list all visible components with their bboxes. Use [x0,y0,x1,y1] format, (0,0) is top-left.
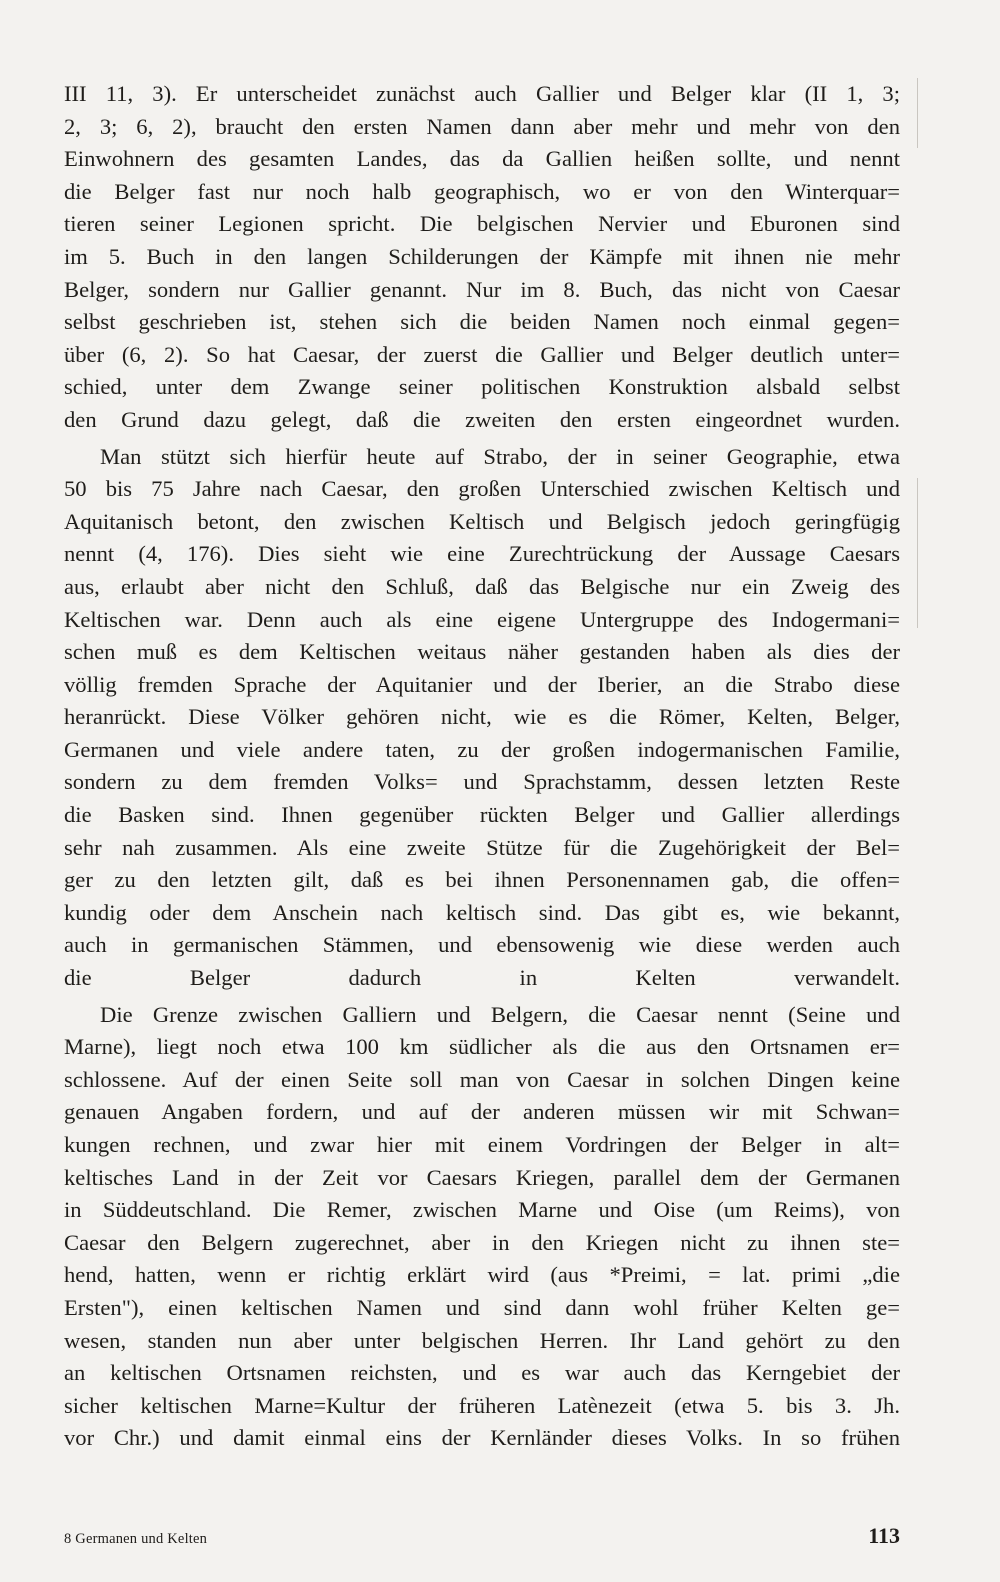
text-line: kungen rechnen, und zwar hier mit einem Vordringen der Belger in alt= [64,1132,900,1157]
text-line: Man stützt sich hierfür heute auf Strabo, der in seiner Geographie, etwa [100,443,900,469]
body-text [64,78,900,1455]
text-line: nennt (4, 176). Dies sieht wie eine Zurechtrückung der Aussage Caesars [64,541,900,567]
text-line: 50 bis 75 Jahre nach Caesar, den großen Unterschied zwischen Keltisch und [64,476,900,502]
signature-mark: 8 Germanen und Kelten [64,1531,208,1547]
text-line: auch in germanischen Stämmen, und ebensowenig wie diese werden auch [64,932,900,958]
text-line: die Basken sind. Ihnen gegenüber rückten Belger und Gallier allerdings [64,802,900,828]
page-edge-shadow [917,78,918,148]
text-line: heranrückt. Diese Völker gehören nicht, wie es die Römer, Kelten, Belger, [64,704,900,730]
text-line: aus, erlaubt aber nicht den Schluß, daß das Belgische nur ein Zweig des [64,573,900,599]
text-line: Die Grenze zwischen Galliern und Belgern, die Caesar nennt (Seine und [100,1001,900,1027]
text-line: an keltischen Ortsnamen reichsten, und es war auch das Kerngebiet der [64,1360,900,1386]
page-footer [64,1523,900,1553]
text-line: Keltischen war. Denn auch als eine eigene Untergruppe des Indogermani= [64,606,900,632]
text-line: Germanen und viele andere taten, zu der großen indogermanischen Familie, [64,736,900,762]
text-line: ger zu den letzten gilt, daß es bei ihnen Personennamen gab, die offen= [64,867,900,893]
text-line: III 11, 3). Er unterscheidet zunächst auch Gallier und Belger klar (II 1, 3; [64,81,900,106]
page-number: 113 [868,1523,900,1548]
text-line: selbst geschrieben ist, stehen sich die beiden Namen noch einmal gegen= [64,309,900,335]
text-line: sehr nah zusammen. Als eine zweite Stütze für die Zugehörigkeit der Bel= [64,834,900,860]
text-line: in Süddeutschland. Die Remer, zwischen Marne und Oise (um Reims), von [64,1197,900,1223]
text-line: sondern zu dem fremden Volks= und Sprachstamm, dessen letzten Reste [64,769,900,795]
paragraph [64,441,900,995]
text-line: über (6, 2). So hat Caesar, der zuerst die Gallier und Belger deutlich unter= [64,341,900,367]
text-line: sicher keltischen Marne=Kultur der früheren Latènezeit (etwa 5. bis 3. Jh. [64,1392,900,1418]
text-line: genauen Angaben fordern, und auf der anderen müssen wir mit Schwan= [64,1099,900,1125]
text-line: vor Chr.) und damit einmal eins der Kernländer dieses Volks. In so frühen [64,1425,900,1451]
text-line: Ersten"), einen keltischen Namen und sind dann wohl früher Kelten ge= [64,1294,900,1320]
text-line: Aquitanisch betont, den zwischen Keltisch und Belgisch jedoch geringfügig [64,508,900,534]
text-line: schlossene. Auf der einen Seite soll man von Caesar in solchen Dingen keine [64,1066,900,1092]
text-line: hend, hatten, wenn er richtig erklärt wird (aus *Preimi, = lat. primi „die [64,1262,900,1288]
text-line: die Belger fast nur noch halb geographisch, wo er von den Winterquar= [64,178,900,204]
text-line: kundig oder dem Anschein nach keltisch sind. Das gibt es, wie bekannt, [64,899,900,925]
paragraph [64,999,900,1455]
text-line: keltisches Land in der Zeit vor Caesars Kriegen, parallel dem der Germanen [64,1164,900,1190]
text-line: wesen, standen nun aber unter belgischen Herren. Ihr Land gehört zu den [64,1327,900,1353]
text-line: völlig fremden Sprache der Aquitanier und der Iberier, an die Strabo diese [64,671,900,697]
text-line: schen muß es dem Keltischen weitaus näher gestanden haben als dies der [64,639,900,665]
text-line: die Belger dadurch in Kelten verwandelt. [64,965,900,991]
paragraph [64,78,900,437]
text-line: 2, 3; 6, 2), braucht den ersten Namen dann aber mehr und mehr von den [64,113,900,139]
text-line: tieren seiner Legionen spricht. Die belgischen Nervier und Eburonen sind [64,211,900,237]
text-line: Marne), liegt noch etwa 100 km südlicher als die aus den Ortsnamen er= [64,1034,900,1060]
text-line: schied, unter dem Zwange seiner politischen Konstruktion alsbald selbst [64,374,900,400]
text-line: Einwohnern des gesamten Landes, das da Gallien heißen sollte, und nennt [64,146,900,172]
text-line: im 5. Buch in den langen Schilderungen der Kämpfe mit ihnen nie mehr [64,243,900,269]
text-line: den Grund dazu gelegt, daß die zweiten den ersten eingeordnet wurden. [64,406,900,432]
page-edge-shadow [917,478,918,628]
text-line: Caesar den Belgern zugerechnet, aber in den Kriegen nicht zu ihnen ste= [64,1229,900,1255]
text-line: Belger, sondern nur Gallier genannt. Nur im 8. Buch, das nicht von Caesar [64,276,900,302]
